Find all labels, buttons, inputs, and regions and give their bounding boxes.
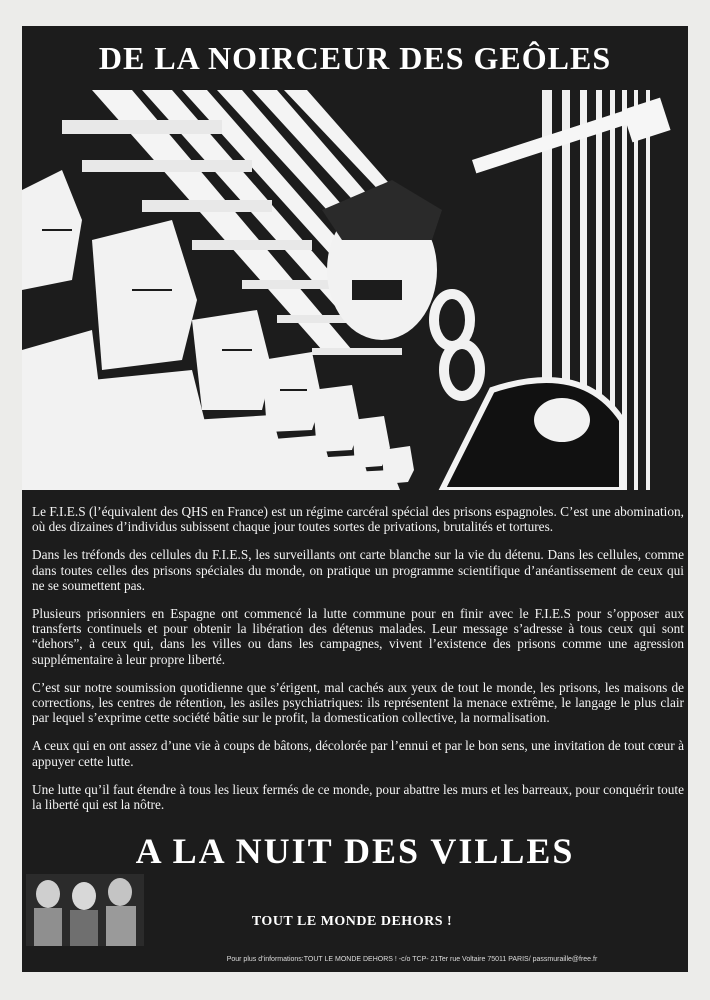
paragraph: C’est sur notre soumission quotidienne que s’érigent, mal cachés aux yeux de tout le monde, les prisons, les maisons de corrections, les centres de rétention, les asiles psychiatriques: ils représentent la menace extrême, le langage le plus clair par lequel s’exprime cette société bâtie sur le profit, la domestication collective, la normalisation.: [32, 679, 684, 726]
body-text: [32, 504, 684, 825]
protest-photo: [26, 874, 144, 946]
paragraph: Le F.I.E.S (l’équivalent des QHS en France) est un régime carcéral spécial des prisons espagnoles. C’est une abomination, où des dizaines d’individus subissent chaque jour toutes sortes de privations, brutalités et tortures.: [32, 504, 684, 535]
slogan: A LA NUIT DES VILLES: [135, 831, 575, 871]
paragraph: A ceux qui en ont assez d’une vie à coups de bâtons, décolorée par l’ennui et par le bon sens, une invitation de tout cœur à appuyer cette lutte.: [32, 738, 684, 769]
paragraph: Une lutte qu’il faut étendre à tous les lieux fermés de ce monde, pour abattre les murs et les barreaux, pour conquérir toute la liberté qui est la nôtre.: [32, 781, 684, 813]
tagline: TOUT LE MONDE DEHORS !: [251, 914, 453, 929]
footer-contact: Pour plus d’informations:TOUT LE MONDE DEHORS ! -c/o TCP- 21Ter rue Voltaire 75011 PARIS/ passmuraille@free.fr: [226, 956, 598, 963]
poster: [22, 26, 688, 972]
paragraph: Dans les tréfonds des cellules du F.I.E.S, les surveillants ont carte blanche sur la vie du détenu. Dans les cellules, comme dans toutes celles des prisons spéciales du monde, on pratique un programme scientifique d’anéantissement de ceux qui ne se soumettent pas.: [32, 547, 684, 593]
paragraph: Plusieurs prisonniers en Espagne ont commencé la lutte commune pour en finir avec le F.I.E.S pour s’opposer aux transferts continuels et pour obtenir la libération des détenus malades. Leur message s’adresse à tous ceux qui sont “dehors”, à ceux qui, dans les villes ou dans les campagnes, vivent l’existence des prisons comme une agression supplémentaire à leur propre liberté.: [32, 606, 684, 667]
poster-title: DE LA NOIRCEUR DES GEÔLES: [98, 40, 612, 76]
prison-illustration: [22, 90, 688, 490]
